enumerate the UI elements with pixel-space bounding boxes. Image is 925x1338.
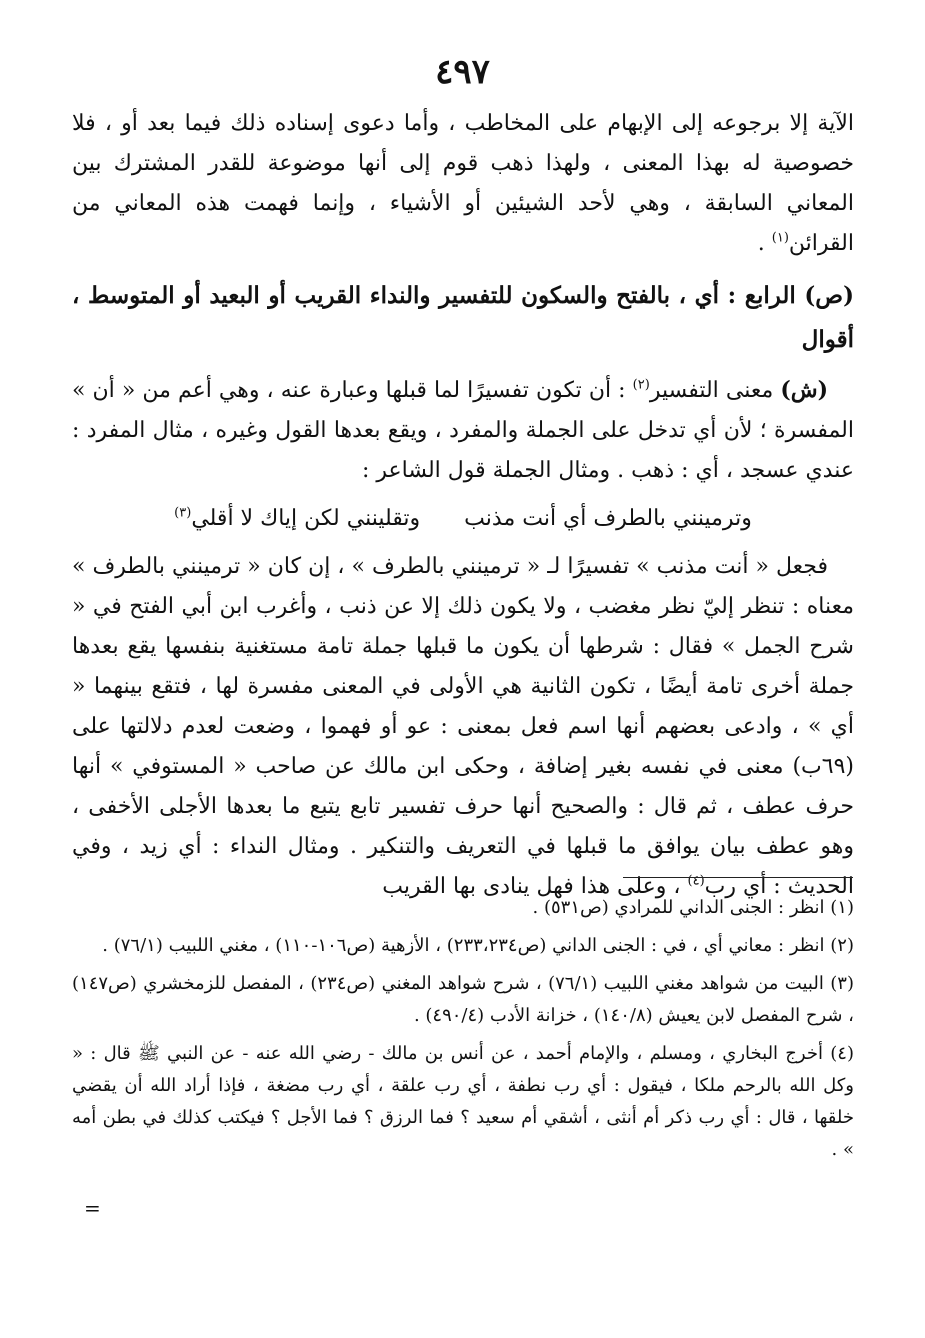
footnote-ref-3: (٣) <box>174 505 192 521</box>
verse-second-text: وتقلينني لكن إياك لا أقلي <box>191 506 421 531</box>
paragraph-2-text-b: : أن تكون تفسيرًا لما قبلها وعبارة عنه ، وهي أعم من « أن » المفسرة ؛ لأن أي تدخل على الجملة والمفرد ، ويقع بعدها القول وغيره ، مثال المفرد : عندي عسجد ، أي : ذهب . ومثال الجملة قول الشاعر : <box>72 378 854 483</box>
footnote-4 <box>72 1038 854 1166</box>
footnote-ref-1: (١) <box>771 230 789 246</box>
footnote-2-text: انظر : معاني أي ، في : الجنى الداني (ص٢٣٣،٢٣٤) ، الأزهية (ص١٠٦-١١٠) ، مغني اللبيب (٧٦/١) . <box>102 935 831 956</box>
footnote-4-number: (٤) <box>830 1043 854 1064</box>
spacer <box>72 362 854 370</box>
main-text <box>72 104 854 907</box>
paragraph-3-end: ، وعلى هذا فهل ينادى بها القريب <box>382 874 688 899</box>
paragraph-1-end: . <box>757 231 772 256</box>
footnote-2 <box>72 930 854 962</box>
footnote-4-text: أخرج البخاري ، ومسلم ، والإمام أحمد ، عن أنس بن مالك - رضي الله عنه - عن النبي ﷺ قال : « وكل الله بالرحم ملكا ، فيقول : أي رب نطفة ، أي رب علقة ، أي رب مضغة ، فإذا أراد الله أن يقضي خلقها ، قال : أي رب ذكر أم أنثى ، أشقي أم سعيد ؟ فما الرزق ؟ فما الأجل ؟ فيكتب كذلك في بطن أمه » . <box>72 1043 854 1160</box>
footnote-ref-4: (٤) <box>687 873 705 889</box>
footnote-3 <box>72 968 854 1032</box>
verse-first-hemistich: وترمينني بالطرف أي أنت مذنب <box>464 506 752 531</box>
continuation-mark: = <box>84 1196 101 1220</box>
footnotes <box>72 892 854 1172</box>
page-number: ٤٩٧ <box>435 52 490 92</box>
paragraph-3 <box>72 547 854 907</box>
paragraph-1 <box>72 104 854 264</box>
section-heading: (ص) الرابع : أي ، بالفتح والسكون للتفسير والنداء القريب أو البعيد أو المتوسط ، أقوال <box>72 282 854 353</box>
footnote-2-number: (٢) <box>830 935 854 956</box>
footnote-3-number: (٣) <box>830 973 854 994</box>
paragraph-3-text: فجعل « أنت مذنب » تفسيرًا لـ « ترمينني بالطرف » ، إن كان « ترمينني بالطرف » معناه : تنظر إليّ نظر مغضب ، ولا يكون ذلك إلا عن ذنب ، وأغرب ابن أبي الفتح في « شرح الجمل » فقال : شرطها أن يكون ما قبلها جملة تامة مستغنية بنفسها يقع بعدها جملة أخرى تامة أيضًا ، تكون الثانية هي الأولى في المعنى مفسرة لها ، فتقع بينهما « أي » ، وادعى بعضهم أنها اسم فعل بمعنى : عو أو فهموا ، وضعت لعدم دلالتها على (٦٩ب) معنى في نفسه بغير إضافة ، وحكى ابن مالك عن صاحب « المستوفي » أنها حرف عطف ، ثم قال : والصحيح أنها حرف تفسير تابع يتبع ما بعدها الأجلى الأخفى ، وهو عطف بيان يوافق ما قبلها في التعريف والتنكير . ومثال النداء : أي زيد ، وفي الحديث : أي رب <box>72 554 854 899</box>
paragraph-2-lead: (ش) <box>780 377 828 403</box>
verse-second-hemistich <box>174 495 420 543</box>
paragraph-2 <box>72 370 854 491</box>
footnote-1-text: انظر : الجنى الداني للمرادي (ص٥٣١) . <box>532 897 831 918</box>
paragraph-2-text-a: معنى التفسير <box>649 378 781 403</box>
footnote-ref-2: (٢) <box>632 377 650 393</box>
paragraph-1-text: الآية إلا برجوعه إلى الإبهام على المخاطب ، وأما دعوى إسناده ذلك فيما بعد أو ، فلا خصوصية له بهذا المعنى ، ولهذا ذهب قوم إلى أنها موضوعة للقدر المشترك بين المعاني السابقة ، وهي لأحد الشيئين أو الأشياء ، وإنما فهمت هذه المعاني من القرائن <box>72 111 854 256</box>
footnote-divider <box>623 877 853 878</box>
poetry-verse <box>72 495 854 543</box>
footnote-1 <box>72 892 854 924</box>
footnote-3-text: البيت من شواهد مغني اللبيب (٧٦/١) ، شرح شواهد المغني (ص٢٣٤) ، المفصل للزمخشري (ص١٤٧) ، شرح المفصل لابن يعيش (١٤٠/٨) ، خزانة الأدب (٤٩٠/٤) . <box>72 973 854 1026</box>
footnote-1-number: (١) <box>830 897 854 918</box>
